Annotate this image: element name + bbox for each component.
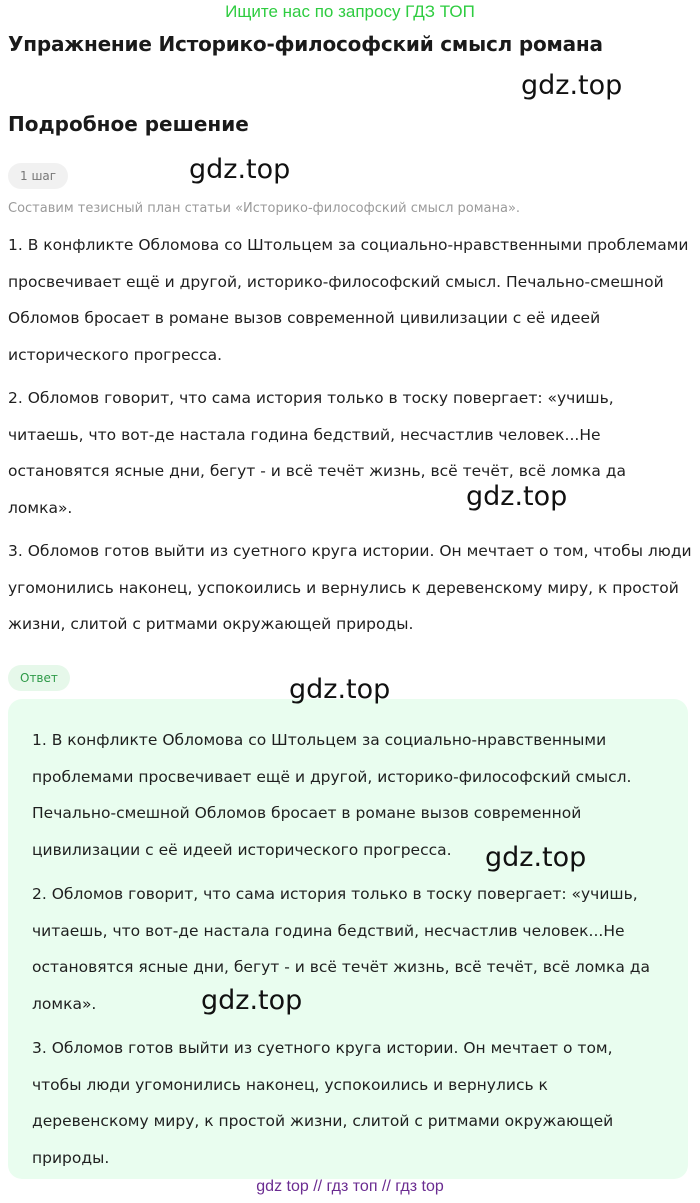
top-banner[interactable]: Ищите нас по запросу ГДЗ ТОП bbox=[225, 2, 475, 21]
page-title: Упражнение Историко-философский смысл романа bbox=[8, 32, 603, 56]
answer-badge: Ответ bbox=[8, 665, 70, 691]
watermark: gdz.top bbox=[521, 70, 623, 101]
answer-paragraph: 3. Обломов готов выйти из суетного круга истории. Он мечтает о том, чтобы люди угомонились наконец, успокоились и вернулись к деревенскому миру, к простой жизни, слитой с ритмами окружающей природы. bbox=[32, 1039, 614, 1167]
answer-paragraph: 1. В конфликте Обломова со Штольцем за социально-нравственными проблемами просвечивает ещё и другой, историко-философский смысл. Печально-смешной Обломов бросает в романе вызов современной цивилизации с её идеей исторического прогресса. bbox=[32, 731, 632, 859]
section-title: Подробное решение bbox=[8, 112, 249, 136]
footer-links[interactable]: gdz top // гдз топ // гдз top bbox=[256, 1178, 444, 1195]
answer-paragraph: 2. Обломов говорит, что сама история только в тоску повергает: «учишь, читаешь, что вот-де настала година бедствий, несчастлив человек...Не остановятся ясные дни, бегут - и всё течёт жизнь, всё течёт, всё ломка да ломка». bbox=[32, 885, 650, 1013]
watermark: gdz.top bbox=[289, 674, 391, 705]
solution-text bbox=[8, 227, 692, 643]
step-badge: 1 шаг bbox=[8, 163, 68, 189]
solution-paragraph: 1. В конфликте Обломова со Штольцем за социально-нравственными проблемами просвечивает ещё и другой, историко-философский смысл. Печально-смешной Обломов бросает в романе вызов современной цивилизации с её идеей исторического прогресса. bbox=[8, 236, 689, 364]
watermark: gdz.top bbox=[201, 985, 303, 1016]
watermark: gdz.top bbox=[189, 154, 291, 185]
solution-paragraph: 2. Обломов говорит, что сама история только в тоску повергает: «учишь, читаешь, что вот-де настала година бедствий, несчастлив человек...Не остановятся ясные дни, бегут - и всё течёт жизнь, всё течёт, всё ломка да ломка». bbox=[8, 389, 626, 517]
solution-paragraph: 3. Обломов готов выйти из суетного круга истории. Он мечтает о том, чтобы люди угомонились наконец, успокоились и вернулись к деревенскому миру, к простой жизни, слитой с ритмами окружающей природы. bbox=[8, 542, 692, 633]
step-intro: Составим тезисный план статьи «Историко-философский смысл романа». bbox=[8, 201, 521, 216]
watermark: gdz.top bbox=[485, 842, 587, 873]
watermark: gdz.top bbox=[466, 481, 568, 512]
answer-box bbox=[8, 699, 688, 1179]
